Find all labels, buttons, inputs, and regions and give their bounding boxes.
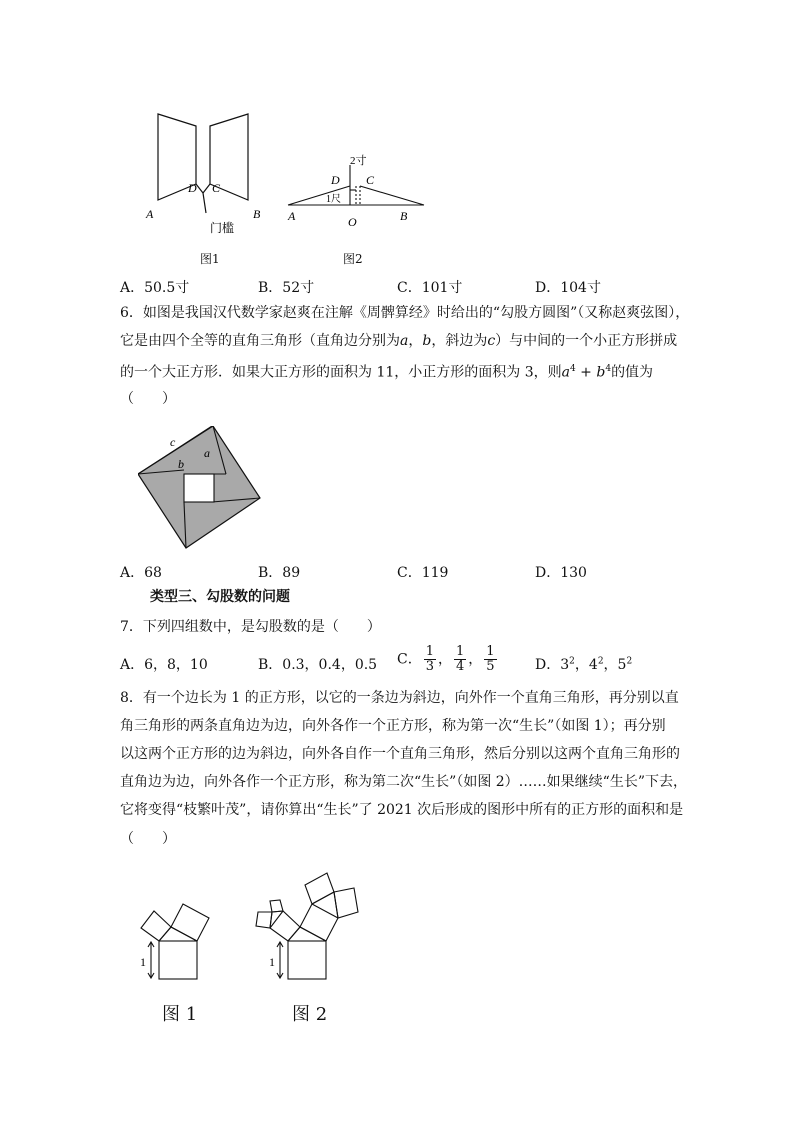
expr-a: a [561, 364, 570, 381]
q6-line2-mid: ，斜边为 [431, 333, 488, 349]
q6-paren: （ ） [120, 391, 176, 407]
label-c: C [212, 181, 221, 195]
exponent: 4 [605, 364, 612, 374]
q8-line-1: 8．有一个边长为 1 的正方形，以它的一条边为斜边，向外作一个直角三角形，再分别以直 [120, 690, 679, 706]
label-a: a [204, 446, 210, 460]
label-1chi: 1尺 [326, 194, 341, 205]
label-a: A [288, 209, 296, 223]
q8-line-4: 直角边为边，向外各作一个正方形，称为第二次“生长”（如图 2）……如果继续“生长”下去， [120, 774, 687, 790]
fraction: $\frac{1}{4}$ [456, 644, 465, 674]
q5-option-a[interactable]: A．50.5寸 [120, 280, 190, 296]
door-figure-2 [280, 150, 430, 240]
section-heading: 类型三、勾股数的问题 [150, 589, 290, 605]
growth-figure-2 [248, 868, 378, 996]
q6-line-3 [120, 359, 653, 383]
zhao-shuang-diagram [138, 426, 263, 551]
q6-line2-pre: 它是由四个全等的直角三角形（直角边分别为 [120, 333, 400, 349]
label-threshold: 门槛 [210, 221, 235, 235]
q6-option-d[interactable]: D．130 [535, 565, 587, 581]
label-o: O [348, 215, 357, 229]
var-b: b [422, 333, 432, 349]
q6-line-2 [120, 331, 677, 351]
label-d: D [188, 181, 197, 195]
fraction: $\frac{1}{5}$ [486, 644, 495, 674]
fig1-caption: 图1 [200, 252, 220, 266]
growth-figure-1 [135, 895, 215, 995]
q6-option-c[interactable]: C．119 [397, 565, 449, 581]
fraction: $\frac{1}{3}$ [425, 644, 434, 674]
q5-option-d[interactable]: D．104寸 [535, 280, 601, 296]
q8-line-3: 以这两个正方形的边为斜边，向外各自作一个直角三角形，然后分别以这两个直角三角形的 [120, 746, 680, 762]
q7-option-c[interactable]: C． $\frac{1}{3}$ ， $\frac{1}{4}$ ， $\frac{1}{5}$ [397, 644, 495, 674]
label-c: c [170, 435, 176, 449]
separator: ， [408, 333, 423, 349]
label-one: 1 [269, 955, 275, 969]
door-figure-1 [140, 100, 280, 260]
growth-fig2-caption: 图 2 [292, 1004, 328, 1025]
expr-b: b [596, 364, 606, 381]
q7-option-b[interactable]: B．0.3，0.4，0.5 [258, 657, 378, 673]
q6-option-a[interactable]: A．68 [120, 565, 162, 581]
label-d: D [331, 173, 340, 187]
option-label: C． [397, 651, 422, 668]
label-b: B [253, 207, 261, 221]
label-b: B [400, 209, 408, 223]
q7-stem: 7．下列四组数中，是勾股数的是（ ） [120, 619, 381, 635]
label-a: A [146, 207, 154, 221]
growth-fig1-caption: 图 1 [162, 1004, 198, 1025]
option-label: D． [535, 657, 561, 673]
var-c: c [487, 333, 496, 349]
q5-option-b[interactable]: B．52寸 [258, 280, 315, 296]
q6-option-b[interactable]: B．89 [258, 565, 301, 581]
plus: + [575, 364, 597, 381]
q6-line3-post: 的值为 [611, 364, 654, 381]
q8-line-2: 角三角形的两条直角边为边，向外各作一个正方形，称为第一次“生长”（如图 1）；再分别 [120, 718, 666, 734]
label-2cun: 2寸 [350, 155, 367, 167]
q6-line2-post: ）与中间的一个小正方形拼成 [495, 333, 678, 349]
q8-line-5: 它将变得“枝繁叶茂”，请你算出“生长”了 2021 次后形成的图形中所有的正方形的面积和是 [120, 802, 684, 818]
label-one: 1 [140, 955, 146, 969]
q8-paren: （ ） [120, 831, 176, 847]
fig2-caption: 图2 [343, 252, 363, 266]
q5-option-c[interactable]: C．101寸 [397, 280, 463, 296]
q7-option-a[interactable]: A．6，8，10 [120, 657, 208, 673]
q6-line3-pre: 的一个大正方形．如果大正方形的面积为 11，小正方形的面积为 3，则 [120, 364, 562, 381]
q7-option-d[interactable]: D．$3^2$，$4^2$，$5^2$ [535, 656, 633, 673]
exponent: 4 [569, 364, 576, 374]
label-b: b [178, 457, 184, 471]
q6-line-1: 6．如图是我国汉代数学家赵爽在注解《周髀算经》时给出的“勾股方圆图”（又称赵爽弦图）， [120, 305, 690, 321]
var-a: a [400, 333, 409, 349]
label-c: C [366, 173, 375, 187]
